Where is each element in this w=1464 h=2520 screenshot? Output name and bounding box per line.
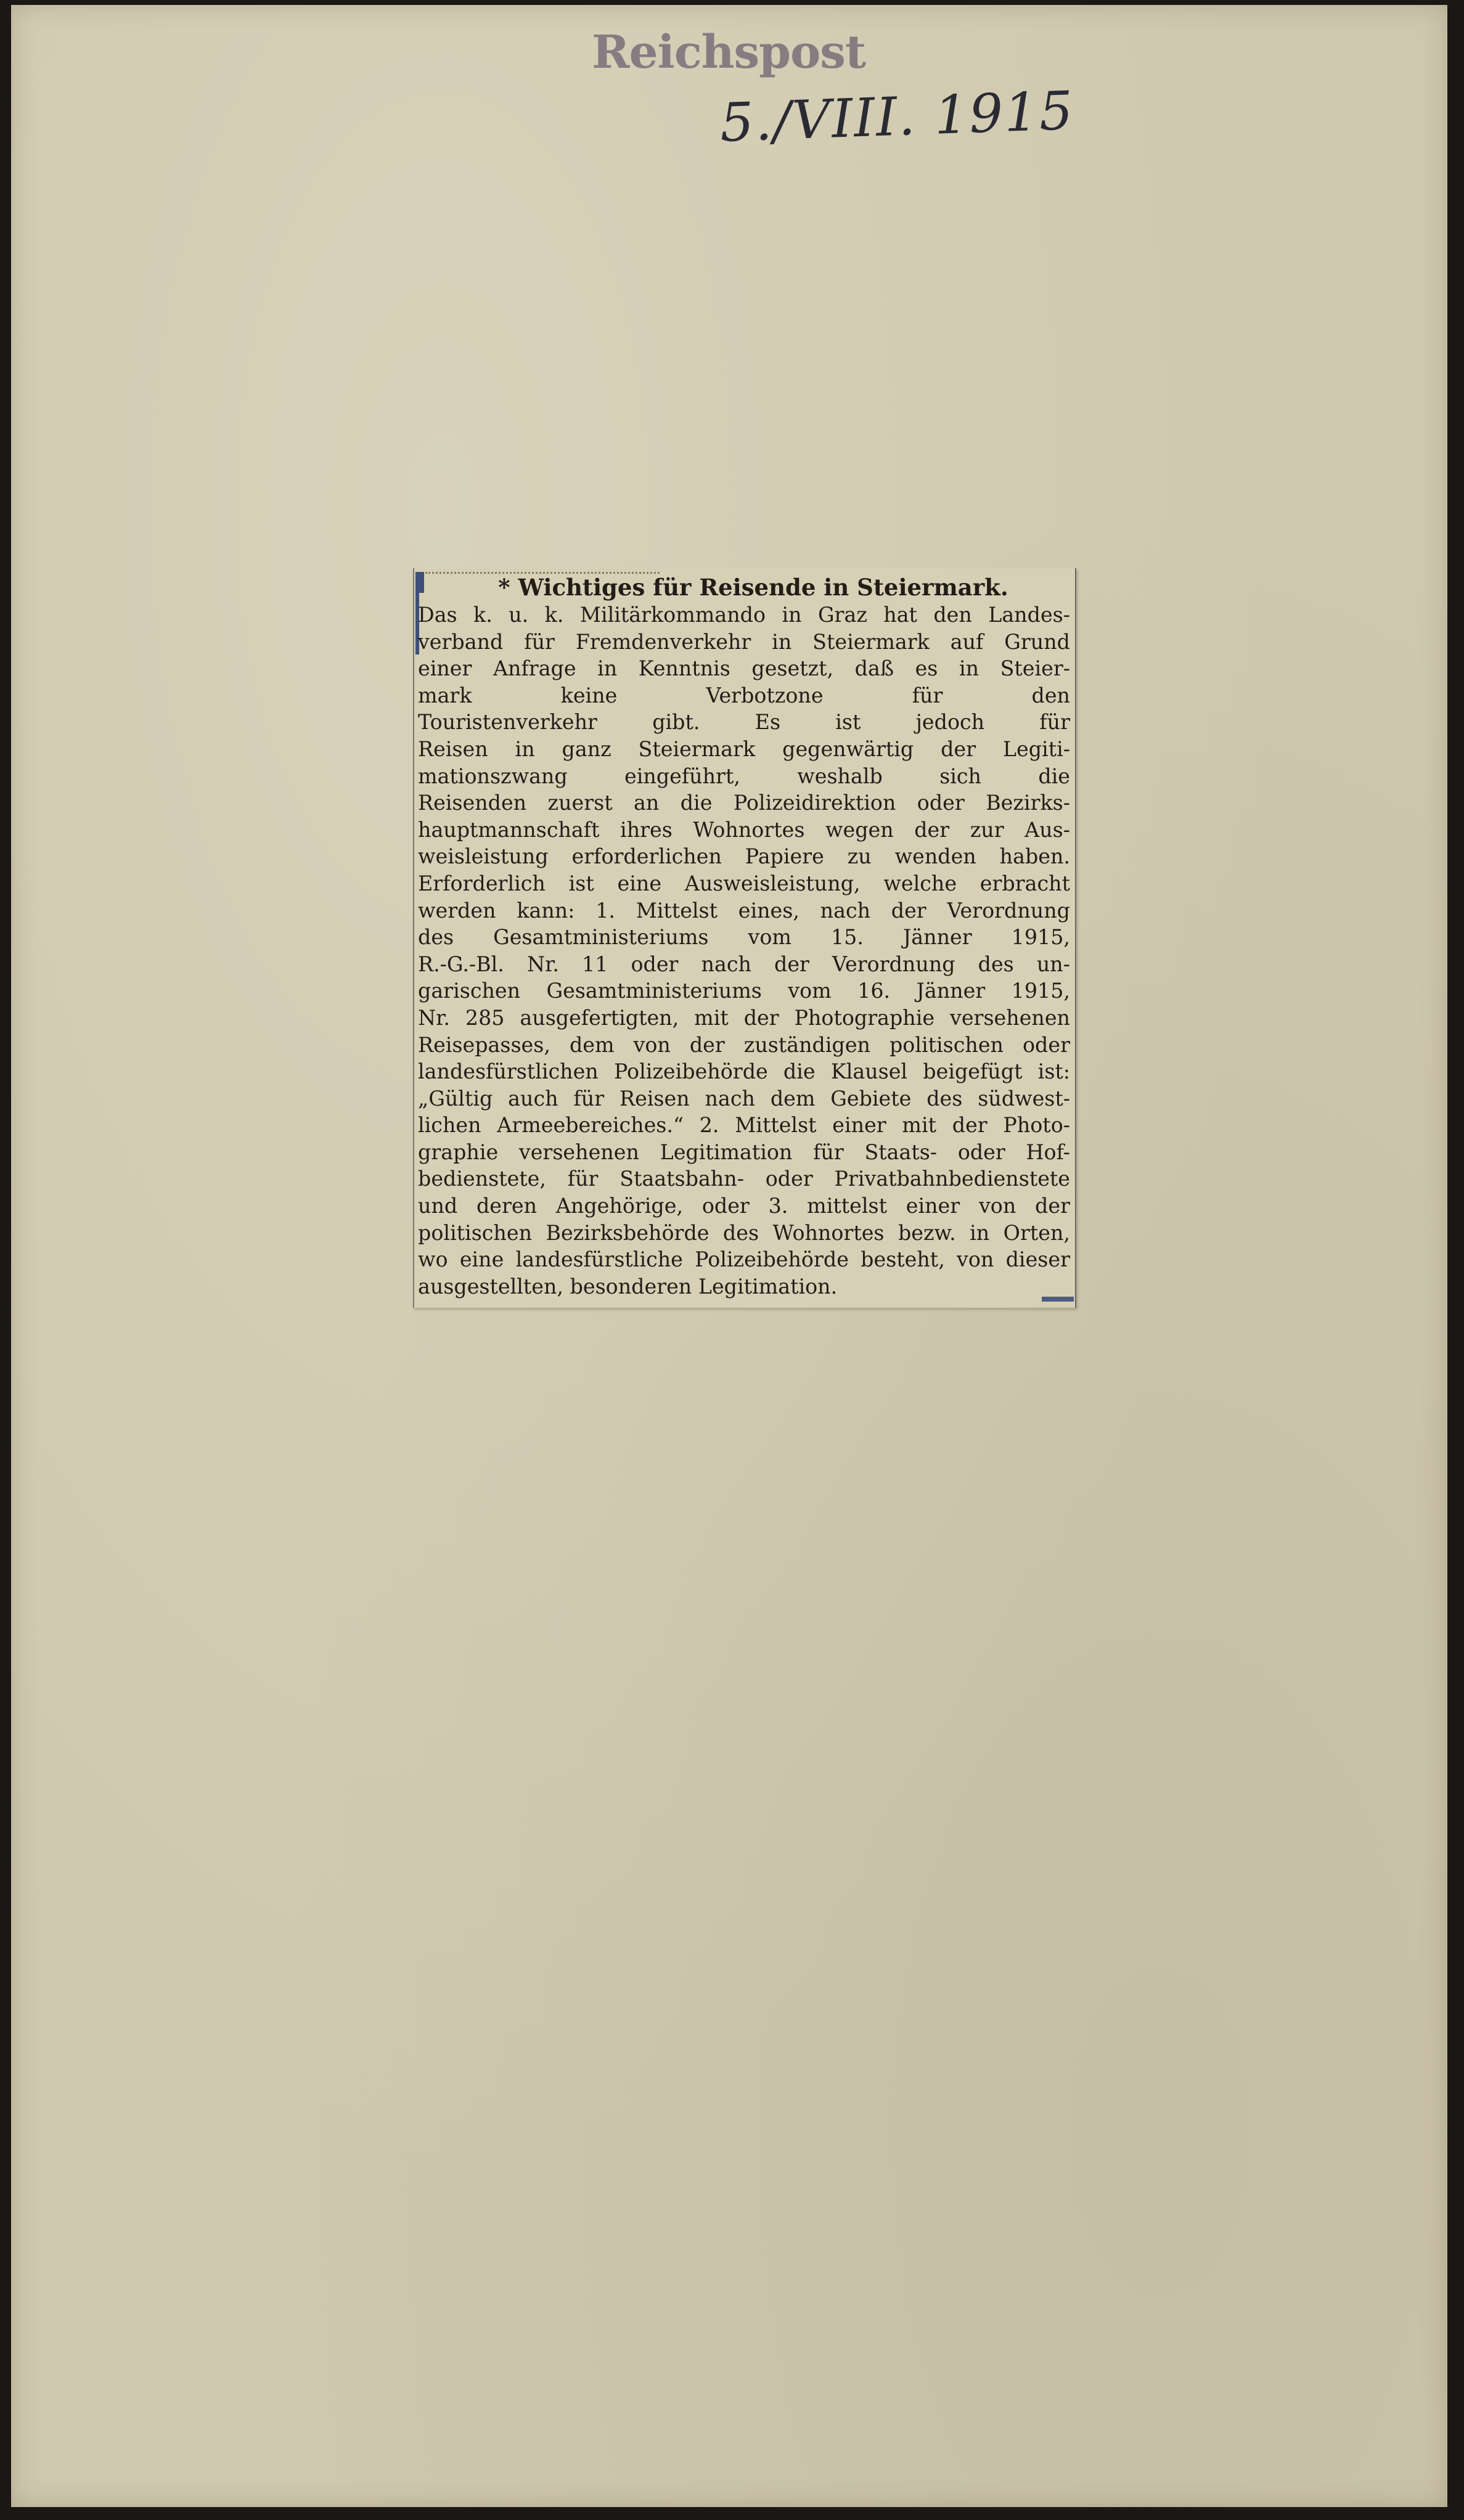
article-line: wo eine landesfürstliche Polizeibehörde besteht, von dieser xyxy=(418,1247,1070,1272)
article-line: bedienstete, für Staatsbahn- oder Privatbahnbedienstete xyxy=(418,1167,1070,1191)
article-line: „Gültig auch für Reisen nach dem Gebiete des südwest- xyxy=(418,1086,1070,1111)
article-line: einer Anfrage in Kenntnis gesetzt, daß es in Steier- xyxy=(418,656,1070,681)
article-line: weisleistung erforderlichen Papiere zu wenden haben. xyxy=(418,844,1070,869)
article xyxy=(418,573,1070,1300)
article-line: des Gesamtministeriums vom 15. Jänner 1915, xyxy=(418,925,1070,950)
article-line: R.-G.-Bl. Nr. 11 oder nach der Verordnung des un- xyxy=(418,952,1070,976)
article-line: mark keine Verbotzone für den xyxy=(418,683,1070,707)
article-line: und deren Angehörige, oder 3. mittelst einer von der xyxy=(418,1194,1070,1218)
article-line: landesfürstlichen Polizeibehörde die Klausel beigefügt ist: xyxy=(418,1059,1070,1084)
article-line: Touristenverkehr gibt. Es ist jedoch für xyxy=(418,710,1070,735)
article-line: hauptmannschaft ihres Wohnortes wegen der zur Aus- xyxy=(418,817,1070,842)
article-line: Reisen in ganz Steiermark gegenwärtig der Legiti- xyxy=(418,736,1070,761)
article-line: Reisepasses, dem von der zuständigen politischen oder xyxy=(418,1032,1070,1057)
article-line: Das k. u. k. Militärkommando in Graz hat den Landes- xyxy=(418,603,1070,627)
article-line: Erforderlich ist eine Ausweisleistung, welche erbracht xyxy=(418,871,1070,895)
newspaper-name-stamp: Reichspost xyxy=(592,26,866,79)
article-line: verband für Fremdenverkehr in Steiermark auf Grund xyxy=(418,629,1070,654)
article-line: Reisenden zuerst an die Polizeidirektion oder Bezirks- xyxy=(418,791,1070,815)
article-line: graphie versehenen Legitimation für Staats- oder Hof- xyxy=(418,1140,1070,1164)
article-line: Nr. 285 ausgefertigten, mit der Photographie versehenen xyxy=(418,1005,1070,1030)
article-line: politischen Bezirksbehörde des Wohnortes bezw. in Orten, xyxy=(418,1220,1070,1245)
article-headline: * Wichtiges für Reisende in Steiermark. xyxy=(498,574,1008,601)
handwritten-date: 5./VIII. 1915 xyxy=(719,80,1076,154)
article-line: ausgestellten, besonderen Legitimation. xyxy=(418,1274,838,1299)
article-line: garischen Gesamtministeriums vom 16. Jänner 1915, xyxy=(418,979,1070,1003)
article-line: lichen Armeebereiches.“ 2. Mittelst einer mit der Photo- xyxy=(418,1113,1070,1138)
article-line: mationszwang eingeführt, weshalb sich die xyxy=(418,764,1070,788)
article-line: werden kann: 1. Mittelst eines, nach der Verordnung xyxy=(418,898,1070,923)
article-body xyxy=(418,601,1070,1300)
